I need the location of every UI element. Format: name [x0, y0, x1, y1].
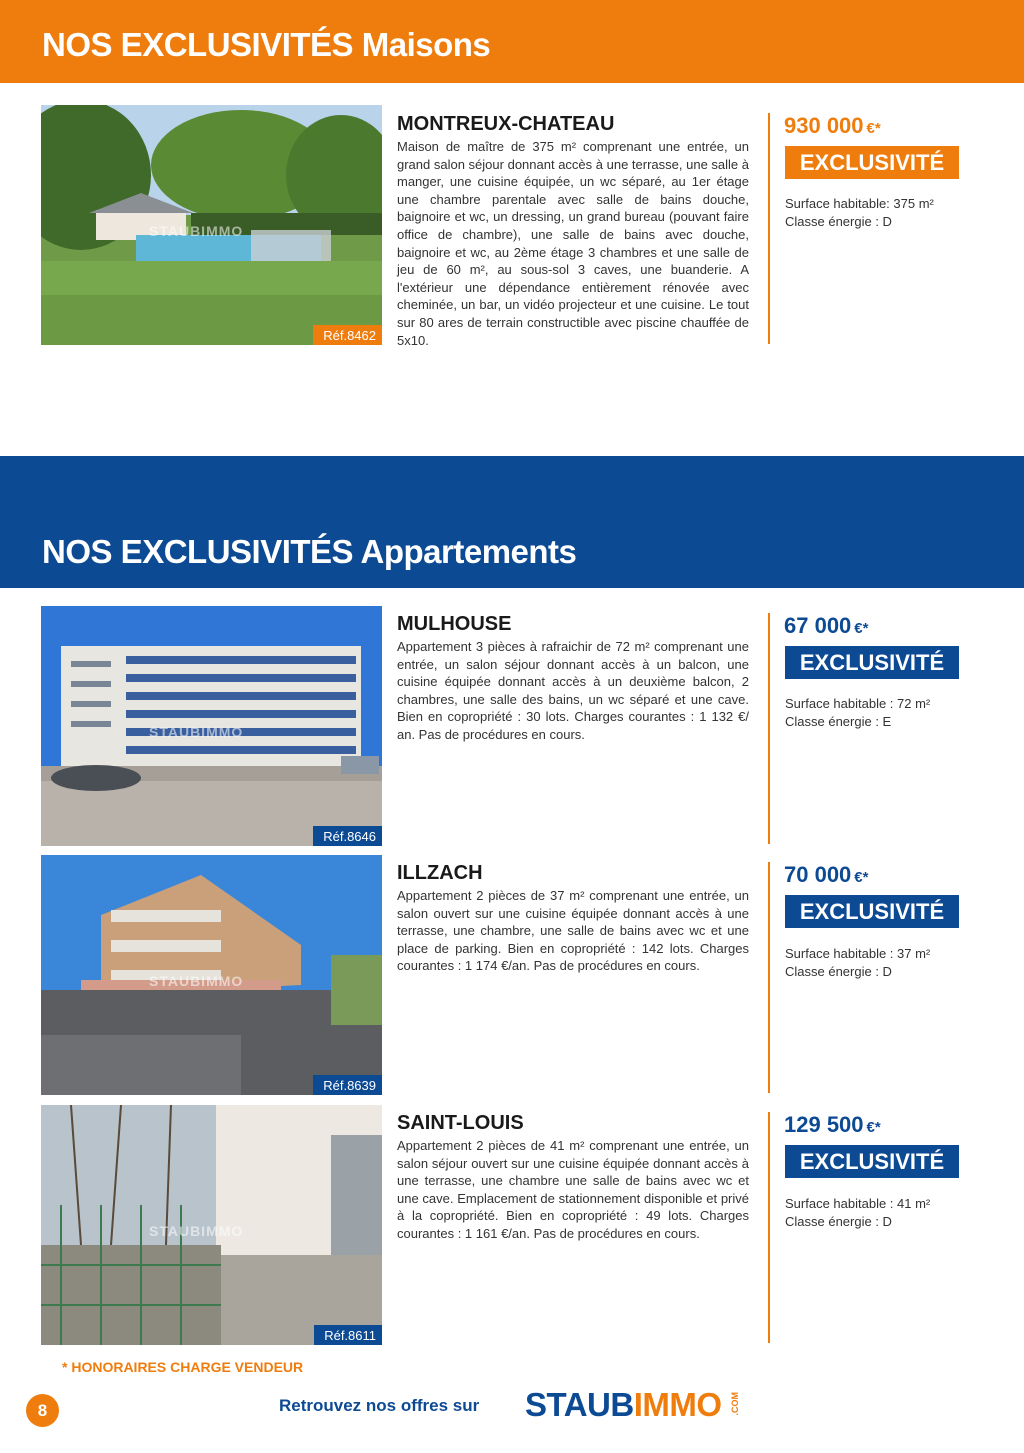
price-value: 70 000 [784, 862, 852, 887]
logo-com-suffix: .COM [730, 1392, 740, 1416]
listing-title-saint-louis: SAINT-LOUIS [397, 1112, 524, 1134]
listing-price-mulhouse [784, 613, 868, 639]
staubimmo-logo[interactable] [525, 1386, 722, 1424]
listing-description-illzach: Appartement 2 pièces de 37 m² comprenant une entrée, un salon ouvert sur une cuisine équipée donnant accès à une terrasse, une chambre, une salle de bains avec wc et une place de parking. Bien en copropriété : 142 lots. Charges courantes : 1 174 €/an. Pas de procédures en cours. [397, 888, 749, 974]
listing-price-montreux [784, 113, 881, 139]
listing-photo-mulhouse[interactable] [41, 606, 382, 846]
divider [768, 862, 770, 1093]
listing-title-mulhouse: MULHOUSE [397, 613, 512, 635]
divider [768, 1112, 770, 1343]
surface-label: Surface habitable : 37 m² [785, 946, 931, 961]
watermark: STAUBIMMO [149, 1223, 244, 1239]
energy-class-label: Classe énergie : E [785, 713, 892, 729]
listing-photo-illzach[interactable] [41, 855, 382, 1095]
exclusivite-badge: EXCLUSIVITÉ [785, 146, 959, 179]
page-number: 8 [26, 1394, 59, 1427]
maisons-header-band [0, 0, 1024, 83]
listing-price-illzach [784, 862, 868, 888]
listing-title-illzach: ILLZACH [397, 862, 483, 884]
surface-label: Surface habitable: 375 m² [785, 196, 934, 211]
price-value: 129 500 [784, 1112, 864, 1137]
price-value: 930 000 [784, 113, 864, 138]
watermark: STAUBIMMO [149, 973, 244, 989]
price-currency: €* [854, 620, 869, 637]
maisons-section-title: NOS EXCLUSIVITÉS Maisons [42, 26, 491, 63]
appartements-header-band [0, 456, 1024, 588]
listing-specs-mulhouse [785, 695, 930, 730]
exclusivite-badge: EXCLUSIVITÉ [785, 1145, 959, 1178]
listing-description-montreux: Maison de maître de 375 m² comprenant une entrée, un grand salon séjour donnant accès à une terrasse, une salle à manger, une cuisine équipée, un wc séparé, au 1er étage une chambre parentale avec salle de bains douche, baignoire et wc, un dressing, un grand bureau (pouvant faire office de chambre), une salle de bains avec douche, baignoire et wc, au 2ème étage 3 chambres et une salle de jeu de 60 m², au sous-sol 3 caves, une buanderie. A l'extérieur une dépendance entièrement rénovée avec cheminée, un bar, un vidéo projecteur et une cuisine. Le tout sur 80 ares de terrain constructible avec piscine chauffée de 5x10. [397, 139, 749, 348]
ref-badge: Réf.8646 [313, 826, 382, 846]
energy-class-label: Classe énergie : D [785, 963, 892, 979]
surface-label: Surface habitable : 72 m² [785, 696, 931, 711]
divider [768, 613, 770, 844]
logo-part-immo: IMMO [633, 1386, 722, 1423]
exclusivite-badge: EXCLUSIVITÉ [785, 895, 959, 928]
listing-price-saint-louis [784, 1112, 881, 1138]
energy-class-label: Classe énergie : D [785, 1213, 892, 1229]
listing-description-saint-louis: Appartement 2 pièces de 41 m² comprenant une entrée, un salon séjour ouvert sur une cuisine équipée donnant accès à une terrasse, une chambre une salle de bains avec wc et une cave. Emplacement de stationnement disponible et privé à la copropriété. Bien en copropriété : 49 lots. Charges courantes : 1 161 €/an. Pas de procédures en cours. [397, 1138, 749, 1241]
price-value: 67 000 [784, 613, 852, 638]
listing-specs-saint-louis [785, 1195, 930, 1230]
listing-specs-montreux [785, 195, 934, 230]
listing-title-montreux: MONTREUX-CHATEAU [397, 113, 615, 135]
footer-text: Retrouvez nos offres sur [279, 1396, 480, 1415]
divider [768, 113, 770, 344]
ref-badge: Réf.8611 [314, 1325, 382, 1345]
ref-badge: Réf.8462 [313, 325, 382, 345]
watermark: STAUBIMMO [149, 223, 244, 239]
fees-footnote: * HONORAIRES CHARGE VENDEUR [62, 1359, 304, 1375]
surface-label: Surface habitable : 41 m² [785, 1196, 931, 1211]
logo-part-staub: STAUB [525, 1386, 634, 1423]
watermark: STAUBIMMO [149, 724, 244, 740]
exclusivite-badge: EXCLUSIVITÉ [785, 646, 959, 679]
price-currency: €* [866, 120, 881, 137]
listing-description-mulhouse: Appartement 3 pièces à rafraichir de 72 m² comprenant une entrée, un salon séjour donnant accès à un balcon, une cuisine équipée donnant accès à un deuxième balcon, 2 chambres, une salle des bains, un wc séparé et une cave. Bien en copropriété : 30 lots. Charges courantes : 1 132 €/ an. Pas de procédures en cours. [397, 639, 749, 742]
price-currency: €* [854, 869, 869, 886]
listing-specs-illzach [785, 945, 930, 980]
listing-photo-saint-louis[interactable] [41, 1105, 382, 1345]
ref-badge: Réf.8639 [313, 1075, 382, 1095]
appartements-section-title: NOS EXCLUSIVITÉS Appartements [42, 533, 577, 570]
listing-photo-montreux[interactable] [41, 105, 382, 345]
price-currency: €* [866, 1119, 881, 1136]
energy-class-label: Classe énergie : D [785, 213, 892, 229]
